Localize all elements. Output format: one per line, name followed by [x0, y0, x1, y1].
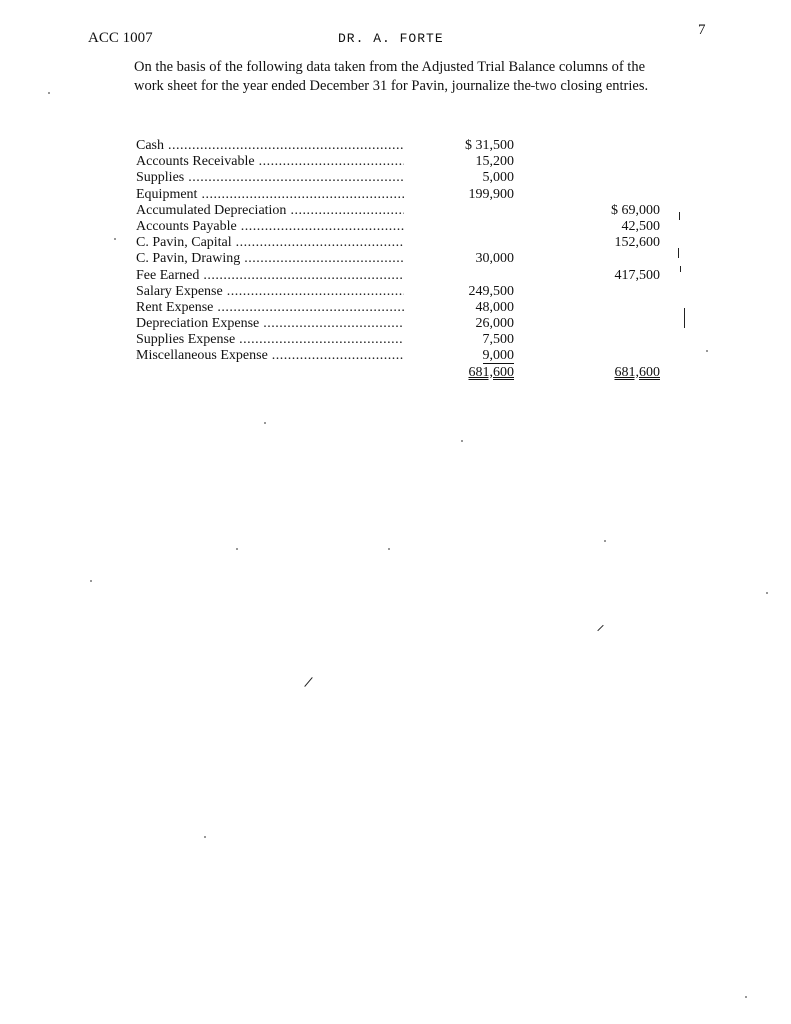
instructor-name: DR. A. FORTE: [338, 31, 444, 46]
instructions-line-1: On the basis of the following data taken from the Adjusted Trial Balance columns of the: [134, 59, 646, 75]
debit-amount: 7,500: [482, 332, 514, 348]
account-name: Depreciation Expense .....: [136, 316, 404, 332]
scan-speck: [388, 548, 390, 550]
debit-amount: 5,000: [482, 170, 514, 186]
pen-mark: [680, 266, 681, 272]
course-code: ACC 1007: [88, 30, 153, 46]
account-name: Supplies Expense .....: [136, 332, 404, 348]
scan-speck: [48, 92, 50, 94]
debit-amount: $ 31,500: [465, 138, 514, 153]
debit-amount: 249,500: [468, 283, 514, 299]
scan-speck: [236, 548, 238, 550]
scan-speck: [204, 836, 206, 838]
account-name: Accumulated Depreciation .....: [136, 203, 404, 219]
page-number: 7: [698, 22, 706, 38]
pen-mark: [684, 308, 685, 328]
scan-speck: [114, 238, 116, 240]
account-name: Miscellaneous Expense .....: [136, 348, 404, 364]
debit-total: 681,600: [468, 364, 514, 380]
pen-mark: [678, 248, 679, 258]
scan-speck: [706, 350, 708, 352]
debit-amount: 15,200: [475, 154, 514, 170]
credit-amount: 42,500: [621, 218, 660, 234]
instructions-line-2: [134, 77, 714, 96]
account-name: Accounts Receivable .....: [136, 154, 404, 170]
scan-speck: [745, 996, 747, 998]
pen-mark: [679, 212, 680, 220]
account-name: Salary Expense .....: [136, 284, 404, 300]
account-name: Supplies .....: [136, 170, 404, 186]
credit-amount: 417,500: [614, 267, 660, 283]
account-name: Rent Expense .....: [136, 300, 404, 316]
account-name: C. Pavin, Drawing .....: [136, 251, 404, 267]
credit-amount: 152,600: [614, 235, 660, 251]
instructions-line-2-end: closing entries.: [560, 78, 649, 94]
pen-mark: [597, 625, 603, 631]
debit-amount: 26,000: [475, 316, 514, 332]
scan-speck: [461, 440, 463, 442]
account-name: Cash .....: [136, 138, 404, 154]
instructions-line-2-start: work sheet for the year ended December 31 for Pavin, journalize the: [134, 78, 531, 94]
debit-amount: 199,900: [468, 186, 514, 202]
scan-speck: [90, 580, 92, 582]
account-name: Equipment .....: [136, 187, 404, 203]
scan-speck: [604, 540, 606, 542]
instructions-paragraph: [134, 58, 714, 96]
debit-amount: 30,000: [475, 251, 514, 267]
account-name: Fee Earned .....: [136, 268, 404, 284]
debit-amount: 9,000: [482, 348, 514, 364]
scan-speck: [766, 592, 768, 594]
credit-amount: $ 69,000: [611, 202, 660, 218]
debit-amount: 48,000: [475, 299, 514, 315]
handwritten-two: two: [531, 79, 557, 93]
account-name: Accounts Payable .....: [136, 219, 404, 235]
account-name: C. Pavin, Capital .....: [136, 235, 404, 251]
scan-speck: [264, 422, 266, 424]
credit-total: 681,600: [614, 364, 660, 380]
pen-mark: [304, 677, 312, 687]
